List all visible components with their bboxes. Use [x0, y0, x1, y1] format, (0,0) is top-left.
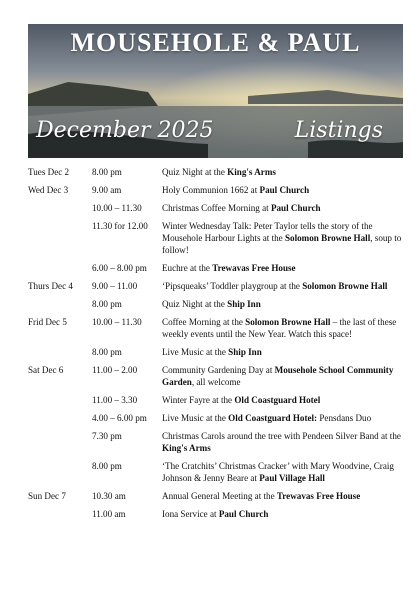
listing-description [162, 346, 403, 358]
listing-description [162, 460, 403, 484]
listing-time: 6.00 – 8.00 pm [92, 263, 147, 273]
venue-name: Solomon Browne Hall [302, 281, 388, 291]
listing-row [28, 490, 403, 502]
listing-description [162, 184, 403, 196]
listing-row [28, 412, 403, 424]
listing-row [28, 394, 403, 406]
venue-name: Old Coastguard Hotel [234, 395, 321, 405]
listing-row [28, 364, 403, 388]
listing-day: Thurs Dec 4 [28, 281, 73, 291]
description-text: , soup to follow! [162, 233, 402, 255]
listing-description [162, 166, 403, 178]
description-text: Pensdans Duo [317, 413, 372, 423]
description-text: Holy Communion 1662 at [162, 185, 260, 195]
description-text: Iona Service at [162, 509, 219, 519]
venue-name: Paul Church [218, 509, 269, 519]
listing-description [162, 394, 403, 406]
description-text: Winter Fayre at the [162, 395, 235, 405]
banner-listings-label: Listings [294, 118, 383, 143]
description-text: Christmas Coffee Morning at [162, 203, 271, 213]
listing-description [162, 508, 403, 520]
venue-name: Paul Village Hall [259, 473, 325, 483]
venue-name: Trewavas Free House [212, 263, 296, 273]
venue-name: King's Arms [162, 443, 211, 453]
listing-time: 8.00 pm [92, 167, 122, 177]
listing-row [28, 280, 403, 292]
listing-row [28, 166, 403, 178]
venue-name: King's Arms [227, 167, 276, 177]
listing-description [162, 280, 403, 292]
listing-description [162, 490, 403, 502]
listing-time: 10.30 am [92, 491, 126, 501]
description-text: Annual General Meeting at the [162, 491, 277, 501]
listing-description [162, 298, 403, 310]
listing-row [28, 316, 403, 340]
listing-time: 10.00 – 11.30 [92, 317, 142, 327]
listing-time: 11.00 – 2.00 [92, 365, 138, 375]
description-text: Quiz Night at the [162, 299, 228, 309]
listing-day: Wed Dec 3 [28, 185, 69, 195]
header-banner [28, 24, 403, 158]
banner-month: December 2025 [36, 118, 214, 143]
description-text: Live Music at the [162, 347, 229, 357]
listing-day: Tues Dec 2 [28, 167, 70, 177]
venue-name: Paul Church [259, 185, 310, 195]
description-text: ‘The Cratchits’ Christmas Cracker’ with Mary Woodvine, Craig Johnson & Jenny Beare at [162, 461, 394, 483]
description-text: ‘Pipsqueaks’ Toddler playgroup at the [162, 281, 303, 291]
description-text: Quiz Night at the [162, 167, 228, 177]
listing-time: 4.00 – 6.00 pm [92, 413, 147, 423]
venue-name: Solomon Browne Hall [285, 233, 371, 243]
listing-description [162, 430, 403, 454]
listing-row [28, 460, 403, 484]
venue-name: Mousehole School Community Garden [162, 365, 394, 387]
description-text: Coffee Morning at the [162, 317, 246, 327]
description-text: – the last of these weekly events until the New Year. Watch this space! [162, 317, 397, 339]
listing-description [162, 316, 403, 340]
listing-row [28, 202, 403, 214]
listing-row [28, 184, 403, 196]
listing-time: 11.30 for 12.00 [92, 221, 148, 231]
listing-row [28, 508, 403, 520]
description-text: Christmas Carols around the tree with Pendeen Silver Band at the [162, 431, 401, 441]
listing-time: 8.00 pm [92, 299, 122, 309]
listing-description [162, 412, 403, 424]
listing-time: 8.00 pm [92, 347, 122, 357]
listing-description [162, 262, 403, 274]
listing-description [162, 202, 403, 214]
listing-row [28, 430, 403, 454]
venue-name: Solomon Browne Hall [245, 317, 331, 327]
listing-day: Frid Dec 5 [28, 317, 67, 327]
listing-row [28, 346, 403, 358]
listing-time: 11.00 – 3.30 [92, 395, 138, 405]
listing-time: 9.00 – 11.00 [92, 281, 138, 291]
description-text: Live Music at the [162, 413, 229, 423]
listing-time: 7.30 pm [92, 431, 122, 441]
banner-title: MOUSEHOLE & PAUL [70, 28, 361, 57]
listing-time: 9.00 am [92, 185, 122, 195]
venue-name: Paul Church [270, 203, 321, 213]
description-text: , all welcome [191, 377, 241, 387]
listing-description [162, 364, 403, 388]
listing-time: 10.00 – 11.30 [92, 203, 142, 213]
listing-time: 11.00 am [92, 509, 126, 519]
venue-name: Trewavas Free House [276, 491, 361, 501]
listing-time: 8.00 pm [92, 461, 122, 471]
description-text: Winter Wednesday Talk: Peter Taylor tells the story of the Mousehole Harbour Lights at the [162, 221, 373, 243]
listing-row [28, 220, 403, 256]
description-text: Euchre at the [162, 263, 213, 273]
listing-day: Sat Dec 6 [28, 365, 64, 375]
venue-name: Ship Inn [227, 299, 261, 309]
venue-name: Ship Inn [228, 347, 262, 357]
listing-row [28, 298, 403, 310]
listings-table [28, 160, 403, 520]
listing-row [28, 262, 403, 274]
venue-name: Old Coastguard Hotel: [228, 413, 318, 423]
listing-description [162, 220, 403, 256]
description-text: Community Gardening Day at [162, 365, 275, 375]
listing-day: Sun Dec 7 [28, 491, 66, 501]
